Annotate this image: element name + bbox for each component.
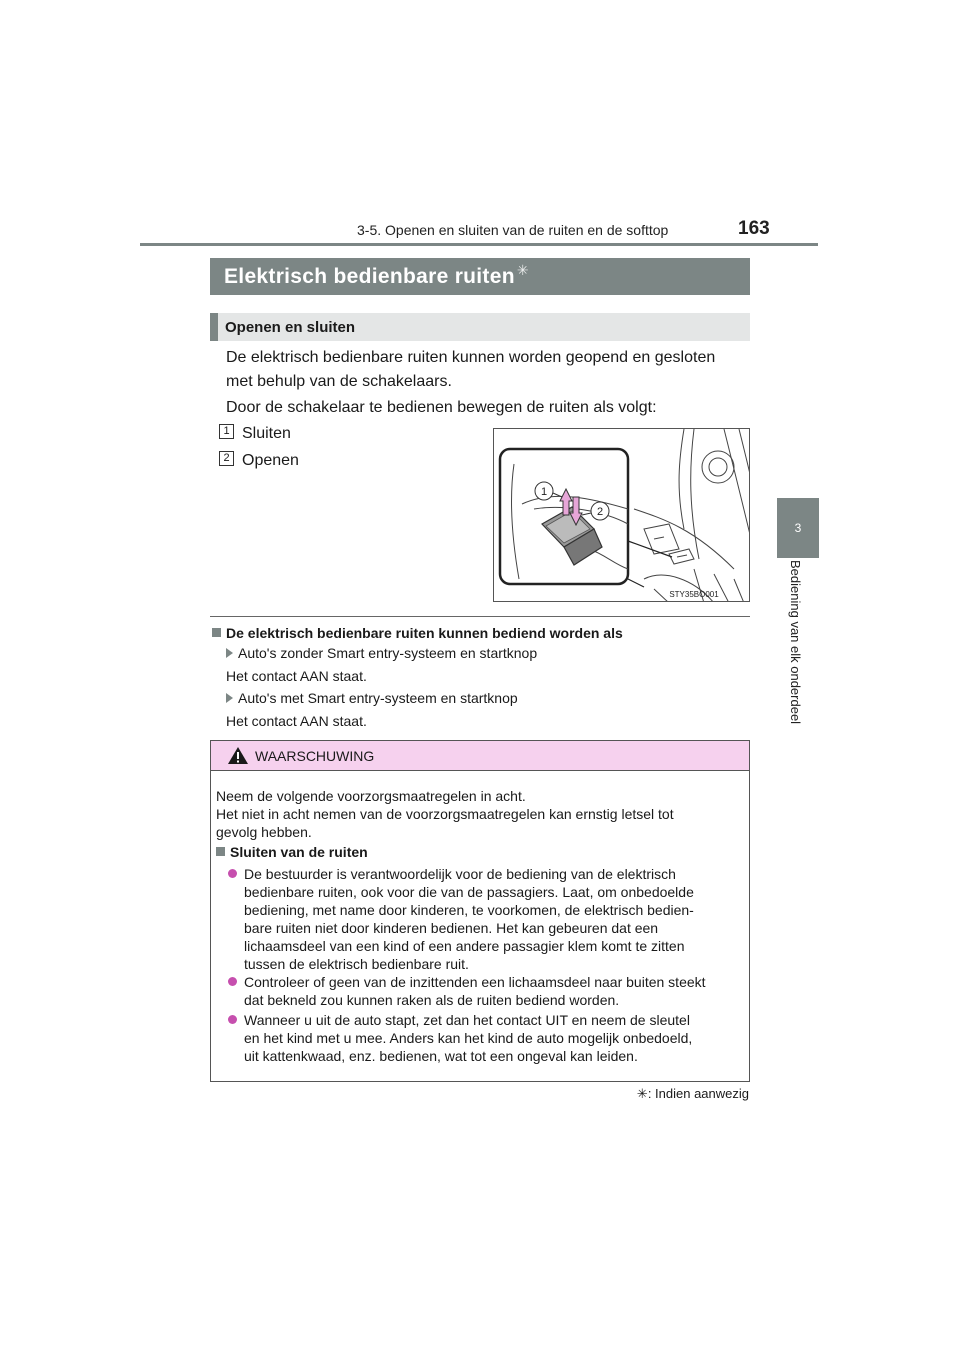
warning-bullet-1-line: bedienbare ruiten, ook voor die van de passagiers. Laat, om onbedoelde — [244, 884, 694, 900]
warning-bullet-1-line: bare ruiten niet door kinderen bedienen. Het kan gebeuren dat een — [244, 920, 659, 936]
condition-variant-1-text: Auto's zonder Smart entry-systeem en startknop — [238, 645, 538, 661]
bullet-dot-icon — [228, 977, 237, 986]
warning-bullet-1-line: bediening, met name door kinderen, te voorkomen, de elektrisch bedien- — [244, 902, 694, 918]
section-divider — [210, 616, 750, 617]
step-1-label: Sluiten — [242, 425, 291, 442]
footnote-marker-icon: ✳ — [636, 1086, 648, 1101]
window-switch-illustration — [493, 428, 750, 602]
warning-bullet-1-line: tussen de elektrisch bedienbare ruit. — [244, 956, 469, 972]
subheading-bar — [210, 313, 750, 341]
intro-line-1: De elektrisch bedienbare ruiten kunnen worden geopend en gesloten — [226, 349, 716, 366]
arrow-right-icon — [226, 693, 233, 703]
condition-text-1: Het contact AAN staat. — [226, 668, 367, 684]
page-number: 163 — [738, 218, 770, 239]
arrow-right-icon — [226, 648, 233, 658]
warning-bullet-3 — [244, 1011, 743, 1065]
condition-text-2: Het contact AAN staat. — [226, 713, 367, 729]
condition-variant-2-text: Auto's met Smart entry-systeem en startknop — [238, 690, 518, 706]
bullet-dot-icon — [228, 1015, 237, 1024]
warning-bullet-1 — [244, 865, 743, 973]
warning-intro-1: Neem de volgende voorzorgsmaatregelen in acht. — [216, 788, 526, 804]
subheading-text: Openen en sluiten — [225, 318, 356, 336]
page-title — [210, 258, 750, 295]
warning-bullet-3-line: uit kattenkwaad, enz. bedienen, wat tot een ongeval kan leiden. — [244, 1048, 638, 1064]
warning-subheading-text: Sluiten van de ruiten — [230, 844, 368, 860]
header-rule — [140, 243, 818, 246]
warning-box — [210, 740, 750, 1082]
condition-variant-2 — [226, 687, 518, 709]
warning-bullet-2-line: Controleer of geen van de inzittenden een lichaamsdeel naar buiten steekt — [244, 974, 706, 990]
chapter-number: 3 — [794, 521, 802, 535]
section-header: 3-5. Openen en sluiten van de ruiten en de softtop — [357, 222, 669, 238]
figure-callout-2: 2 — [596, 506, 604, 518]
warning-label: WAARSCHUWING — [255, 748, 375, 764]
square-bullet-icon — [216, 847, 225, 856]
warning-intro-3: gevolg hebben. — [216, 824, 312, 840]
conditions-heading — [212, 622, 623, 644]
subheading-accent — [210, 313, 218, 341]
page-title-text: Elektrisch bedienbare ruiten — [224, 264, 515, 288]
condition-variant-1 — [226, 642, 537, 664]
footnote — [637, 1086, 749, 1102]
figure-code: STY35BO001 — [669, 590, 719, 599]
chapter-label: Bediening van elk onderdeel — [788, 560, 803, 725]
warning-header — [211, 741, 749, 771]
window-switch-drawing — [494, 429, 750, 602]
warning-bullet-3-line: Wanneer u uit de auto stapt, zet dan het contact UIT en neem de sleutel — [244, 1012, 690, 1028]
optional-marker-icon: ✳ — [516, 262, 529, 278]
intro-line-3: Door de schakelaar te bedienen bewegen de ruiten als volgt: — [226, 399, 657, 416]
warning-subheading — [216, 843, 368, 861]
intro-line-2: met behulp van de schakelaars. — [226, 373, 452, 390]
figure-callout-1: 1 — [540, 486, 548, 498]
footnote-text: : Indien aanwezig — [647, 1086, 749, 1101]
conditions-heading-text: De elektrisch bedienbare ruiten kunnen bediend worden als — [226, 625, 623, 641]
warning-intro-2: Het niet in acht nemen van de voorzorgsmaatregelen kan ernstig letsel tot — [216, 806, 674, 822]
warning-bullet-2-line: dat bekneld zou kunnen raken als de ruiten bediend worden. — [244, 992, 620, 1008]
step-1-number: 1 — [219, 424, 234, 439]
warning-bullet-2 — [244, 973, 743, 1009]
warning-triangle-icon — [227, 746, 249, 765]
warning-bullet-1-line: lichaamsdeel van een kind of een andere passagier klem komt te zitten — [244, 938, 685, 954]
warning-bullet-1-line: De bestuurder is verantwoordelijk voor de bediening van de elektrisch — [244, 866, 676, 882]
bullet-dot-icon — [228, 869, 237, 878]
warning-bullet-3-line: en het kind met u mee. Anders kan het kind de auto mogelijk onbedoeld, — [244, 1030, 693, 1046]
step-2-label: Openen — [242, 452, 299, 469]
chapter-tab — [777, 498, 819, 558]
step-2-number: 2 — [219, 451, 234, 466]
square-bullet-icon — [212, 628, 221, 637]
